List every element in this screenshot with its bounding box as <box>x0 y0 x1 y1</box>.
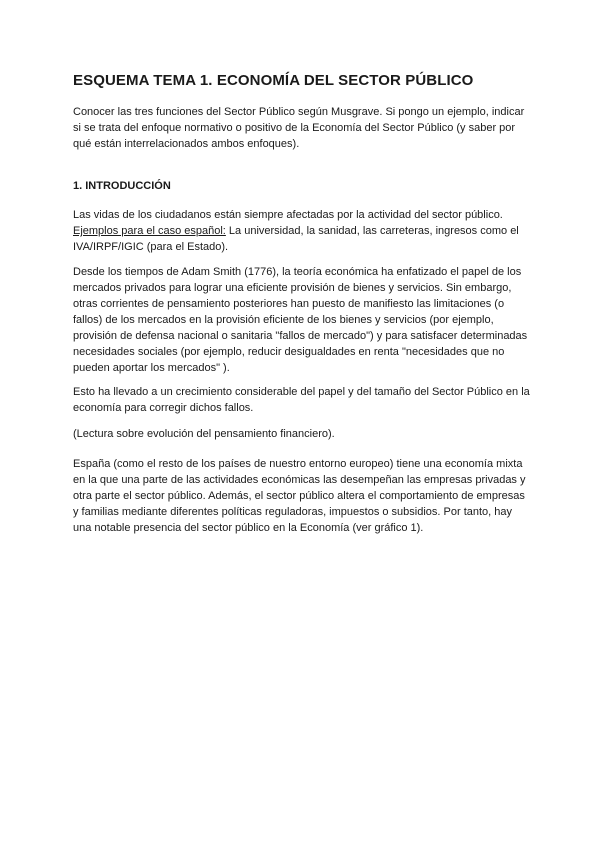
paragraph-lectura: (Lectura sobre evolución del pensamiento financiero). <box>73 428 335 440</box>
paragraph-espana: España (como el resto de los países de nuestro entorno europeo) tiene una economía mixta en la que una parte de las actividades económicas las desempeñan las empresas privadas y otra parte el sector público. Además, el sector público altera el comportamiento de empresas y familias mediante diferentes políticas reguladoras, impuestos o subsidios. Por tanto, hay una notable presencia del sector público en la Economía (ver gráfico 1). <box>73 458 526 534</box>
paragraph-adam-smith: Desde los tiempos de Adam Smith (1776), la teoría económica ha enfatizado el papel de los mercados privados para lograr una eficiente provisión de bienes y servicios. Sin embargo, otras corrientes de pensamiento posteriores han puesto de manifiesto las limitaciones (o fallos) de los mercados en la provisión eficiente de los bienes y servicios (por ejemplo, provisión de defensa nacional o sanitaria "fallos de mercado") y para satisfacer determinadas necesidades sociales (por ejemplo, reducir desigualdades en renta "necesidades que no pueden aportar los mercados" ). <box>73 266 528 374</box>
document-title: ESQUEMA TEMA 1. ECONOMÍA DEL SECTOR PÚBLICO <box>73 72 474 89</box>
paragraph-text: La universidad, la sanidad, las carreteras, ingresos como el IVA/IRPF/IGIC (para el Estado). <box>73 225 519 253</box>
paragraph-text: Las vidas de los ciudadanos están siempre afectadas por la actividad del sector público. <box>73 209 503 221</box>
intro-paragraph: Conocer las tres funciones del Sector Público según Musgrave. Si pongo un ejemplo, indicar si se trata del enfoque normativo o positivo de la Economía del Sector Público (y saber por qué están interrelacionados ambos enfoques). <box>73 106 525 150</box>
paragraph-crecimiento: Esto ha llevado a un crecimiento considerable del papel y del tamaño del Sector Público en la economía para corregir dichos fallos. <box>73 386 530 414</box>
examples-label: Ejemplos para el caso español: <box>73 225 226 237</box>
paragraph-vidas-ciudadanos <box>73 207 531 255</box>
section-heading-introduccion: 1. INTRODUCCIÓN <box>73 180 171 192</box>
